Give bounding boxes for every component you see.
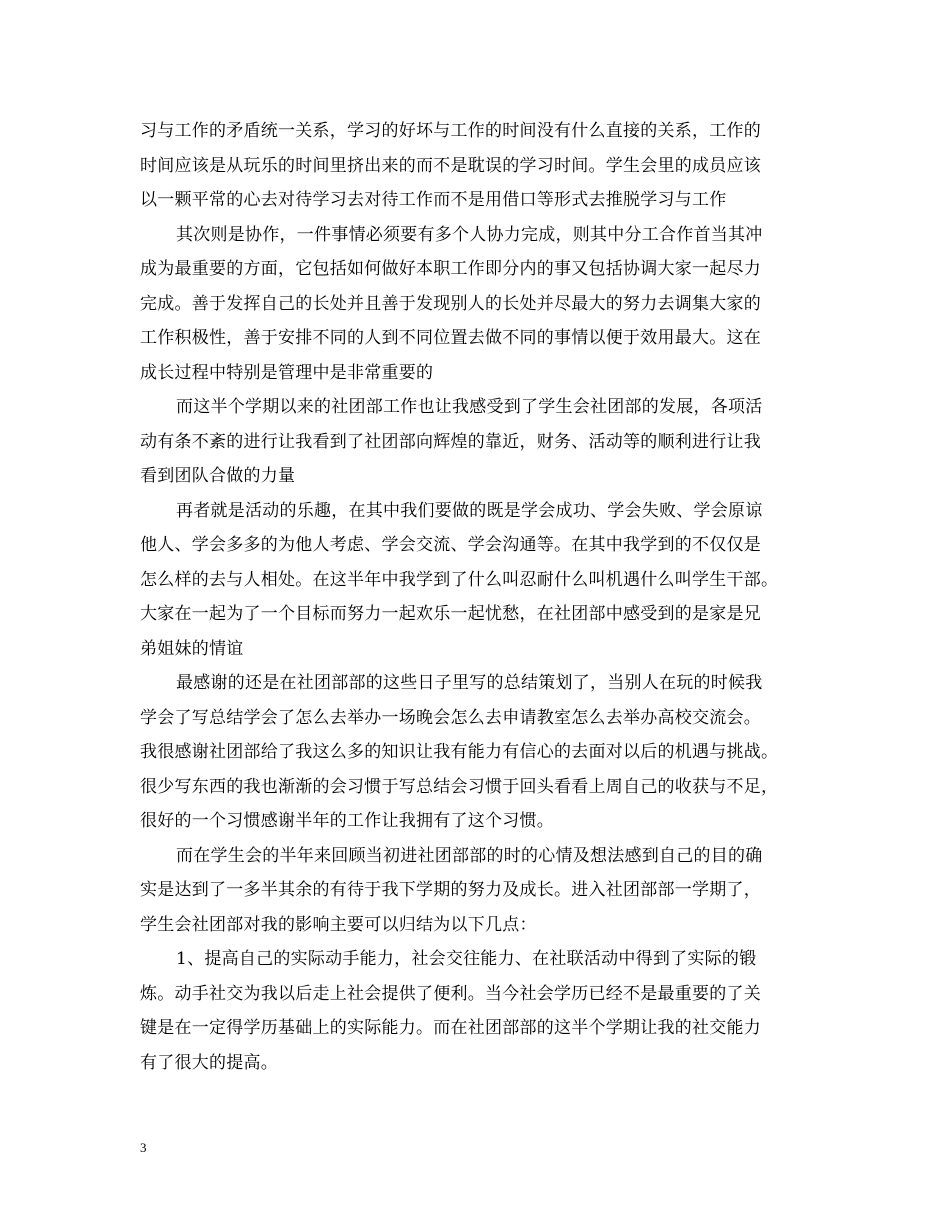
text-line: 而在学生会的半年来回顾当初进社团部部的时的心情及想法感到自己的目的确 [176, 845, 763, 866]
paragraph [140, 114, 820, 218]
paragraph [140, 666, 820, 839]
text-line: 完成。善于发挥自己的长处并且善于发现别人的长处并尽最大的努力去调集大家的 [140, 293, 761, 314]
text-line: 弟姐妹的情谊 [140, 638, 244, 659]
text-line: 大家在一起为了一个目标而努力一起欢乐一起忧愁，在社团部中感受到的是家是兄 [140, 604, 761, 624]
body-text [140, 114, 820, 1080]
text-line: 键是在一定得学历基础上的实际能力。而在社团部部的这半个学期让我的社交能力 [140, 1018, 761, 1038]
text-line: 时间应该是从玩乐的时间里挤出来的而不是耽误的学习时间。学生会里的成员应该 [140, 155, 761, 176]
text-line: 动有条不紊的进行让我看到了社团部向辉煌的靠近，财务、活动等的顺利进行让我 [140, 431, 761, 452]
paragraph [140, 494, 820, 667]
text-line: 成为最重要的方面，它包括如何做好本职工作即分内的事又包括协调大家一起尽力 [140, 259, 761, 279]
text-line: 1、提高自己的实际动手能力，社会交往能力、在社联活动中得到了实际的锻 [176, 949, 757, 969]
text-line: 再者就是活动的乐趣，在其中我们要做的既是学会成功、学会失败、学会原谅 [176, 500, 763, 521]
text-line: 最感谢的还是在社团部部的这些日子里写的总结策划了，当别人在玩的时候我 [176, 673, 763, 693]
text-line: 习与工作的矛盾统一关系，学习的好坏与工作的时间没有什么直接的关系，工作的 [140, 121, 761, 141]
text-line: 实是达到了一多半其余的有待于我下学期的努力及成长。进入社团部部一学期了， [140, 880, 761, 900]
text-line: 我很感谢社团部给了我这么多的知识让我有能力有信心的去面对以后的机遇与挑战。 [140, 742, 779, 762]
paragraph [140, 218, 820, 391]
text-line: 他人、学会多多的为他人考虑、学会交流、学会沟通等。在其中我学到的不仅仅是 [140, 535, 761, 555]
text-line: 以一颗平常的心去对待学习去对待工作而不是用借口等形式去推脱学习与工作 [140, 190, 727, 210]
page-number: 3 [140, 1140, 147, 1155]
text-line: 其次则是协作，一件事情必须要有多个人协力完成，则其中分工合作首当其冲 [176, 224, 763, 245]
text-line: 有了很大的提高。 [140, 1052, 278, 1073]
paragraph [140, 942, 820, 1080]
text-line: 炼。动手社交为我以后走上社会提供了便利。当今社会学历已经不是最重要的了关 [140, 983, 761, 1004]
paragraph [140, 839, 820, 943]
text-line: 学会了写总结学会了怎么去举办一场晚会怎么去申请教室怎么去举办高校交流会。 [140, 707, 761, 728]
text-line: 成长过程中特别是管理中是非常重要的 [140, 362, 434, 383]
text-line: 学生会社团部对我的影响主要可以归结为以下几点： [140, 914, 537, 935]
text-line: 怎么样的去与人相处。在这半年中我学到了什么叫忍耐什么叫机遇什么叫学生干部。 [140, 569, 779, 590]
text-line: 而这半个学期以来的社团部工作也让我感受到了学生会社团部的发展，各项活 [176, 397, 763, 417]
text-line: 很少写东西的我也渐渐的会习惯于写总结会习惯于回头看看上周自己的收获与不足， [140, 776, 779, 797]
text-line: 看到团队合做的力量 [140, 466, 296, 486]
text-line: 工作积极性，善于安排不同的人到不同位置去做不同的事情以便于效用最大。这在 [140, 328, 761, 348]
paragraph [140, 390, 820, 494]
text-line: 很好的一个习惯感谢半年的工作让我拥有了这个习惯。 [140, 811, 554, 831]
